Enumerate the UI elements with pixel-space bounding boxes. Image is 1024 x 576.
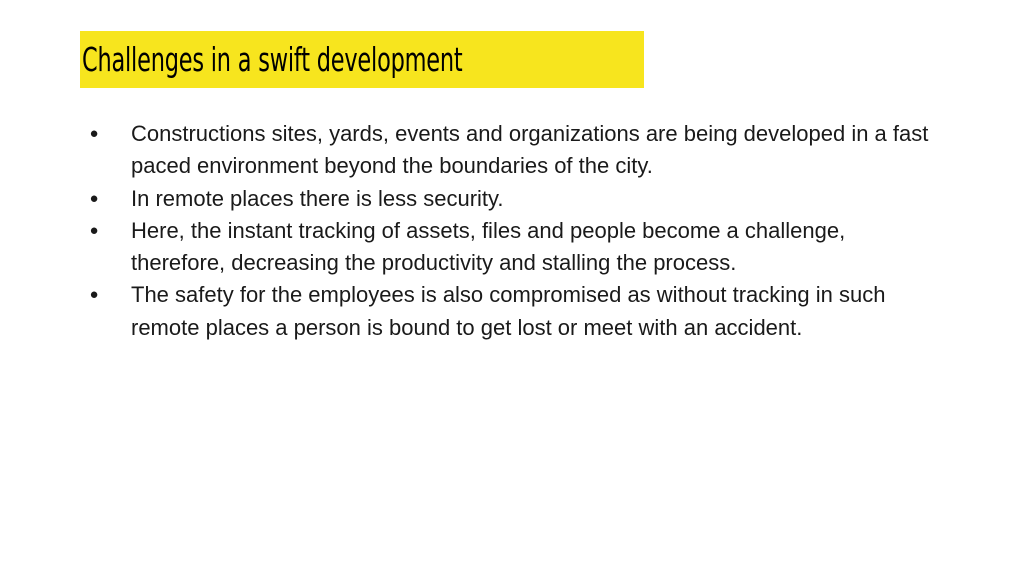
bullet-text: Here, the instant tracking of assets, files and people become a challenge, therefore, decreasing the productivity and stalling the process. bbox=[131, 217, 846, 276]
bullet-text: In remote places there is less security. bbox=[131, 185, 504, 211]
bullet-dot-icon: ● bbox=[89, 125, 99, 142]
bullet-item bbox=[82, 215, 942, 280]
bullet-text: Constructions sites, yards, events and organizations are being developed in a fast paced environment beyond the boundaries of the city. bbox=[131, 121, 929, 179]
bullet-text: The safety for the employees is also compromised as without tracking in such remote places a person is bound to get lost or meet with an accident. bbox=[131, 282, 886, 340]
bullet-item bbox=[82, 279, 942, 344]
bullet-item bbox=[82, 118, 942, 183]
bullet-dot-icon: ● bbox=[89, 286, 99, 304]
slide-title-highlight bbox=[80, 31, 644, 88]
bullet-item bbox=[82, 183, 942, 215]
slide-title: Challenges in a swift development bbox=[82, 40, 463, 79]
bullet-list bbox=[82, 118, 942, 344]
bullet-dot-icon: ● bbox=[89, 221, 99, 239]
bullet-dot-icon: ● bbox=[89, 189, 99, 207]
